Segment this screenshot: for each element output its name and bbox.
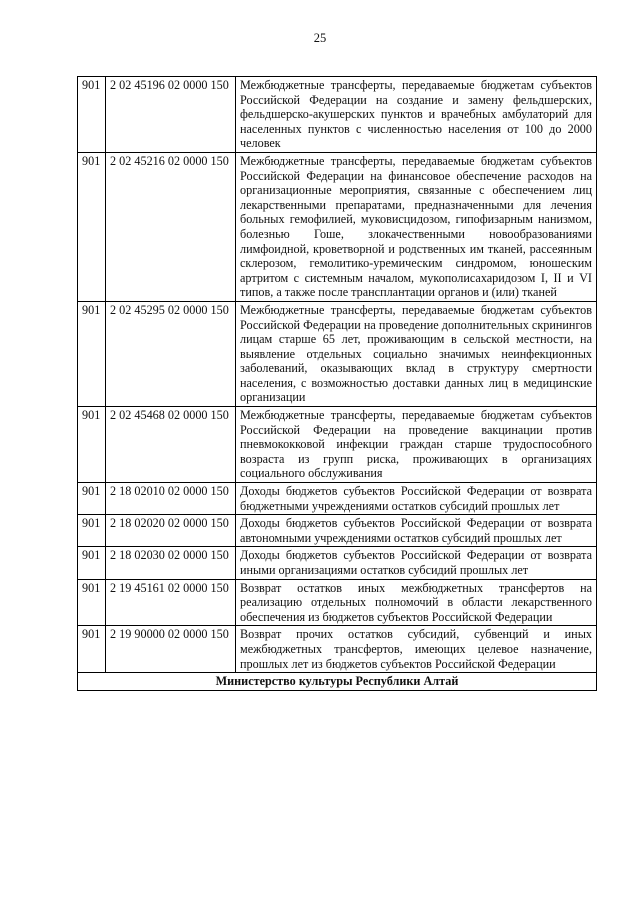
revenue-name-cell: Межбюджетные трансферты, передаваемые бюджетам субъектов Российской Федерации на проведение дополнительных скринингов лицам старше 65 лет, проживающим в сельской местности, на выявление отдельных социально значимых неинфекционных заболеваний, оказывающих вклад в структуру смертности населения, с возможностью доставки данных лиц в медицинские организации (236, 301, 597, 406)
budget-code-cell: 2 02 45196 02 0000 150 (106, 77, 236, 153)
revenue-name-cell: Межбюджетные трансферты, передаваемые бюджетам субъектов Российской Федерации на создание и замену фельдшерских, фельдшерско-акушерских пунктов и врачебных амбулаторий для населенных пунктов с численностью населения от 100 до 2000 человек (236, 77, 597, 153)
budget-code-cell: 2 18 02030 02 0000 150 (106, 547, 236, 579)
budget-code-cell: 2 02 45468 02 0000 150 (106, 407, 236, 483)
admin-code-cell: 901 (78, 626, 106, 673)
section-heading: Министерство культуры Республики Алтай (78, 673, 597, 691)
revenue-name-cell: Межбюджетные трансферты, передаваемые бюджетам субъектов Российской Федерации на финансовое обеспечение расходов на организационные мероприятия, связанные с обеспечением лиц лекарственными препаратами, предназначенными для лечения больных гемофилией, муковисцидозом, гипофизарным нанизмом, болезнью Гоше, злокачественными новообразованиями лимфоидной, кроветворной и родственных им тканей, рассеянным склерозом, гемолитико-уремическим синдромом, юношеским артритом с системным началом, мукополисахаридозом I, II и VI типов, а также после трансплантации органов и (или) тканей (236, 152, 597, 301)
admin-code-cell: 901 (78, 579, 106, 626)
section-heading-row (78, 673, 597, 691)
budget-code-cell: 2 18 02010 02 0000 150 (106, 483, 236, 515)
revenue-name-cell: Доходы бюджетов субъектов Российской Федерации от возврата бюджетными учреждениями остатков субсидий прошлых лет (236, 483, 597, 515)
table-row (78, 515, 597, 547)
admin-code-cell: 901 (78, 407, 106, 483)
admin-code-cell: 901 (78, 515, 106, 547)
table-row (78, 547, 597, 579)
revenue-name-cell: Межбюджетные трансферты, передаваемые бюджетам субъектов Российской Федерации на проведение вакцинации против пневмококковой инфекции граждан старше трудоспособного возраста из групп риска, проживающих в организациях социального обслуживания (236, 407, 597, 483)
table-row (78, 579, 597, 626)
revenue-name-cell: Возврат прочих остатков субсидий, субвенций и иных межбюджетных трансфертов, имеющих целевое назначение, прошлых лет из бюджетов субъектов Российской Федерации (236, 626, 597, 673)
revenue-name-cell: Возврат остатков иных межбюджетных трансфертов на реализацию отдельных полномочий в области лекарственного обеспечения из бюджетов субъектов Российской Федерации (236, 579, 597, 626)
admin-code-cell: 901 (78, 301, 106, 406)
table-row (78, 152, 597, 301)
revenue-name-cell: Доходы бюджетов субъектов Российской Федерации от возврата иными организациями остатков субсидий прошлых лет (236, 547, 597, 579)
budget-code-cell: 2 02 45216 02 0000 150 (106, 152, 236, 301)
budget-code-cell: 2 18 02020 02 0000 150 (106, 515, 236, 547)
table-row (78, 77, 597, 153)
admin-code-cell: 901 (78, 77, 106, 153)
admin-code-cell: 901 (78, 547, 106, 579)
table-row (78, 407, 597, 483)
budget-code-cell: 2 19 90000 02 0000 150 (106, 626, 236, 673)
budget-code-cell: 2 02 45295 02 0000 150 (106, 301, 236, 406)
admin-code-cell: 901 (78, 483, 106, 515)
budget-classification-table (77, 76, 597, 691)
table-row (78, 301, 597, 406)
page-number: 25 (313, 31, 327, 45)
admin-code-cell: 901 (78, 152, 106, 301)
table-row (78, 626, 597, 673)
budget-code-cell: 2 19 45161 02 0000 150 (106, 579, 236, 626)
table-row (78, 483, 597, 515)
revenue-name-cell: Доходы бюджетов субъектов Российской Федерации от возврата автономными учреждениями остатков субсидий прошлых лет (236, 515, 597, 547)
